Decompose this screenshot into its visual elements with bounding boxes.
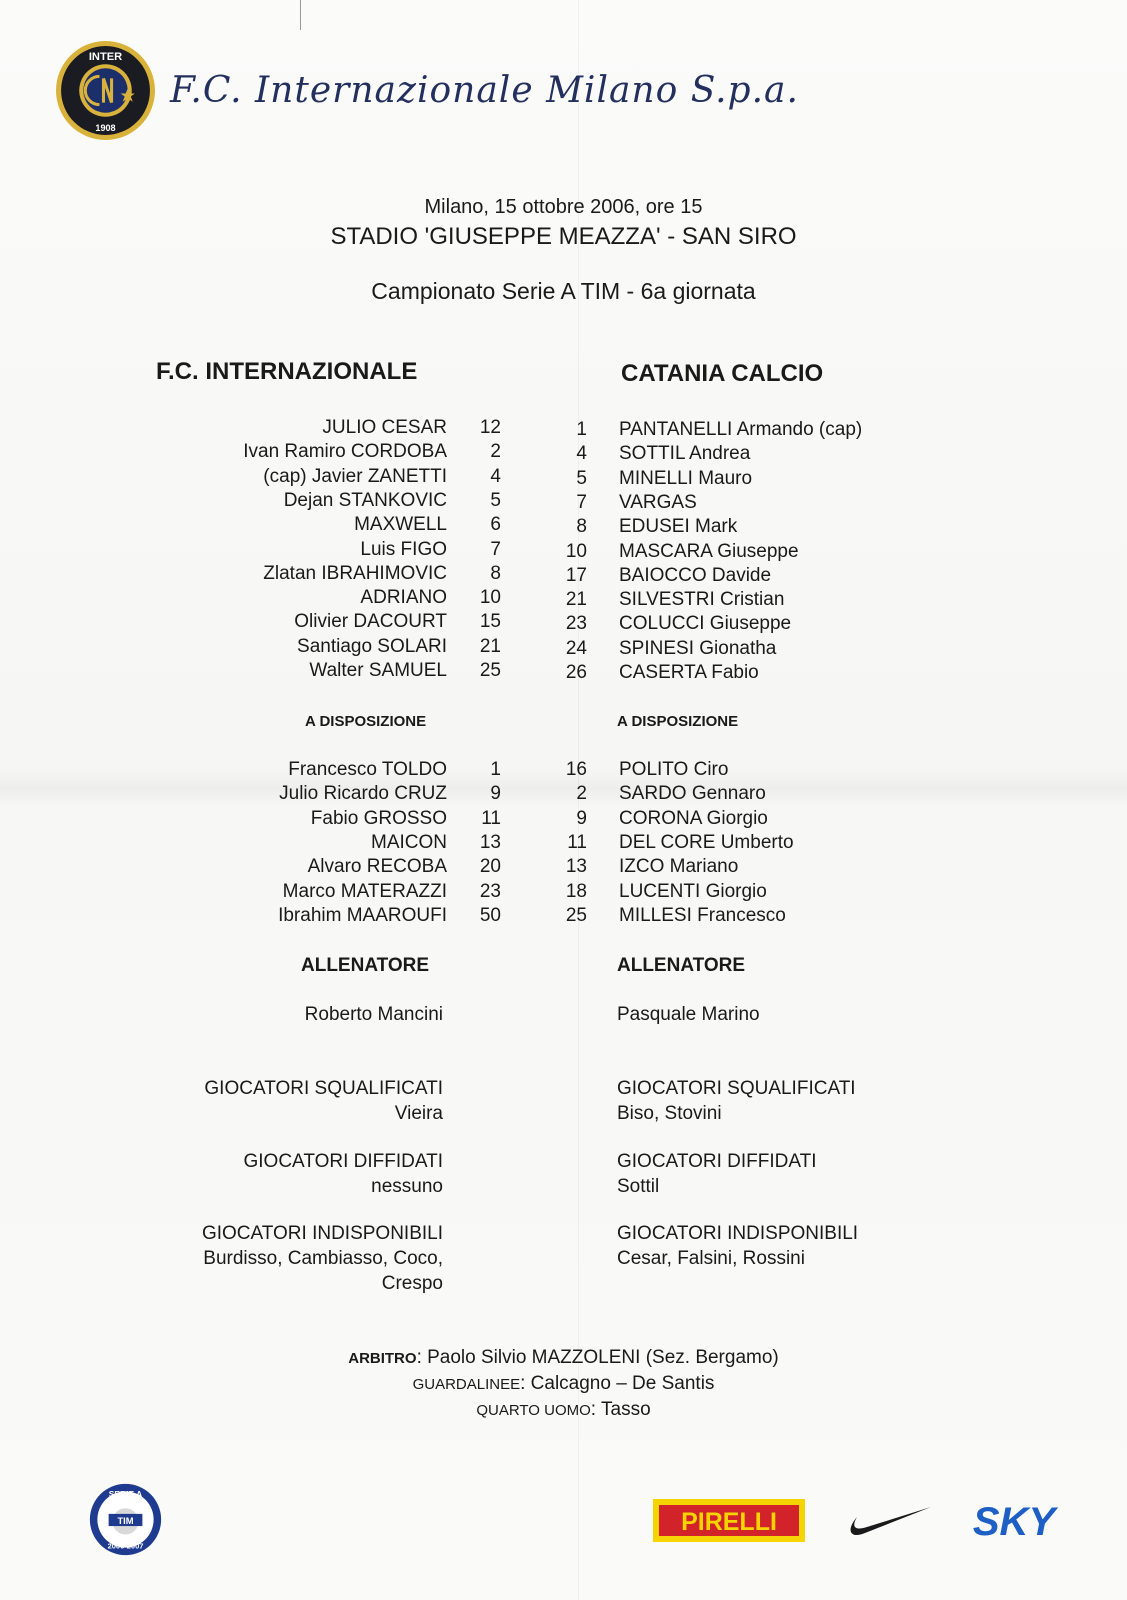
nike-swoosh-icon	[843, 1503, 933, 1539]
player-name: Julio Ricardo CRUZ	[279, 783, 447, 805]
shirt-number: 10	[479, 587, 501, 609]
serie-a-tim-logo	[88, 1482, 163, 1557]
shirt-number: 16	[565, 759, 587, 780]
serie-a-tim-text: TIM	[117, 1516, 134, 1527]
shirt-number: 20	[479, 856, 501, 878]
away-suspended-label: GIOCATORI SQUALIFICATI	[617, 1078, 856, 1099]
away-suspended: Biso, Stovini	[617, 1103, 722, 1124]
player-name: POLITO Ciro	[619, 759, 729, 780]
serie-a-text: SERIE A	[108, 1489, 143, 1499]
shirt-number: 13	[479, 831, 501, 853]
shirt-number: 2	[490, 441, 501, 463]
player-name: Santiago SOLARI	[297, 635, 447, 657]
player-name: EDUSEI Mark	[619, 516, 738, 538]
fourth-official-label: QUARTO UOMO	[476, 1402, 591, 1419]
away-warned: Sottil	[617, 1176, 660, 1197]
player-name: BAIOCCO Davide	[619, 564, 772, 586]
player-name: Alvaro RECOBA	[307, 856, 447, 878]
shirt-number: 1	[490, 759, 501, 780]
referee-line: ARBITRO: Paolo Silvio MAZZOLENI (Sez. Bergamo)	[348, 1347, 779, 1368]
shirt-number: 5	[490, 489, 501, 511]
sky-logo	[963, 1498, 1065, 1542]
shirt-number: 23	[479, 880, 501, 902]
shirt-number: 2	[576, 783, 587, 805]
player-name: MAICON	[371, 831, 447, 853]
player-name: MASCARA Giuseppe	[619, 540, 799, 562]
shirt-number: 4	[576, 443, 587, 465]
shirt-number: 11	[567, 831, 587, 853]
away-coach-name: Pasquale Marino	[617, 1004, 760, 1025]
shirt-number: 25	[565, 904, 587, 926]
shirt-number: 24	[565, 637, 587, 659]
shirt-number: 8	[490, 562, 501, 584]
shirt-number: 23	[565, 613, 587, 635]
shirt-number: 11	[481, 807, 501, 829]
player-name: VARGAS	[619, 491, 697, 513]
shirt-number: 6	[490, 514, 501, 536]
sky-text: SKY	[972, 1500, 1056, 1542]
player-name: SPINESI Gionatha	[619, 637, 777, 659]
player-name: MILLESI Francesco	[619, 904, 786, 926]
serie-a-season-text: 2006-2007	[107, 1541, 144, 1551]
header-mark	[300, 0, 301, 30]
home-unavailable-line2: Crespo	[381, 1273, 443, 1294]
fourth-official-name: Tasso	[601, 1399, 651, 1420]
player-name: SILVESTRI Cristian	[619, 589, 785, 611]
player-name: (cap) Javier ZANETTI	[263, 465, 447, 487]
player-name: Luis FIGO	[360, 538, 447, 560]
player-name: CORONA Giorgio	[619, 807, 768, 829]
inter-crest-year: 1908	[95, 122, 116, 133]
home-suspended-label: GIOCATORI SQUALIFICATI	[204, 1078, 443, 1099]
home-suspended: Vieira	[394, 1103, 443, 1124]
pirelli-text: PIRELLI	[681, 1508, 777, 1536]
away-unavailable-label: GIOCATORI INDISPONIBILI	[617, 1223, 859, 1244]
shirt-number: 15	[479, 611, 501, 633]
shirt-number: 7	[576, 491, 587, 513]
away-unavailable-line1: Cesar, Falsini, Rossini	[617, 1248, 805, 1269]
inter-crest-logo	[55, 40, 156, 141]
shirt-number: 10	[565, 540, 587, 562]
home-bench-label: A DISPOSIZIONE	[305, 713, 427, 730]
player-name: Ivan Ramiro CORDOBA	[243, 441, 447, 463]
away-coach-label: ALLENATORE	[617, 955, 746, 976]
player-name: Zlatan IBRAHIMOVIC	[263, 562, 447, 584]
shirt-number: 21	[565, 589, 587, 611]
player-name: ADRIANO	[360, 587, 447, 609]
player-name: LUCENTI Giorgio	[619, 880, 767, 902]
player-name: CASERTA Fabio	[619, 662, 759, 683]
home-warned-label: GIOCATORI DIFFIDATI	[243, 1151, 443, 1172]
stadium-name: STADIO 'GIUSEPPE MEAZZA' - SAN SIRO	[330, 223, 797, 250]
player-name: COLUCCI Giuseppe	[619, 613, 792, 635]
shirt-number: 26	[565, 662, 587, 683]
player-name: JULIO CESAR	[322, 417, 447, 438]
away-warned-label: GIOCATORI DIFFIDATI	[617, 1151, 817, 1172]
player-name: SOTTIL Andrea	[619, 443, 751, 465]
player-name: MINELLI Mauro	[619, 467, 753, 489]
referee-label: ARBITRO	[348, 1350, 417, 1367]
shirt-number: 17	[565, 564, 587, 586]
player-name: Fabio GROSSO	[310, 807, 447, 829]
competition-title: Campionato Serie A TIM - 6a giornata	[371, 278, 756, 304]
player-name: IZCO Mariano	[619, 856, 739, 878]
shirt-number: 7	[490, 538, 501, 560]
player-name: Francesco TOLDO	[288, 759, 447, 780]
shirt-number: 1	[576, 419, 587, 440]
player-name: MAXWELL	[354, 514, 447, 536]
shirt-number: 9	[490, 783, 501, 805]
player-name: DEL CORE Umberto	[619, 831, 794, 853]
shirt-number: 25	[479, 660, 501, 681]
home-unavailable-line1: Burdisso, Cambiasso, Coco,	[203, 1248, 443, 1269]
player-name: Dejan STANKOVIC	[283, 489, 447, 511]
shirt-number: 50	[479, 904, 501, 926]
inter-crest-text: INTER	[88, 51, 123, 64]
player-name: Olivier DACOURT	[294, 611, 447, 633]
shirt-number: 21	[479, 635, 501, 657]
shirt-number: 9	[576, 807, 587, 829]
away-team-title: CATANIA CALCIO	[621, 360, 824, 387]
player-name: Walter SAMUEL	[309, 660, 447, 681]
player-name: SARDO Gennaro	[619, 783, 766, 805]
away-bench-label: A DISPOSIZIONE	[617, 713, 739, 730]
shirt-number: 12	[479, 417, 501, 438]
player-name: PANTANELLI Armando (cap)	[619, 419, 863, 440]
shirt-number: 13	[565, 856, 587, 878]
club-name-header: F.C. Internazionale Milano S.p.a.	[170, 70, 799, 111]
linesmen-line: GUARDALINEE: Calcagno – De Santis	[412, 1373, 715, 1394]
player-name: Marco MATERAZZI	[282, 880, 447, 902]
pirelli-logo	[653, 1499, 805, 1542]
home-unavailable-label: GIOCATORI INDISPONIBILI	[201, 1223, 443, 1244]
home-coach-label: ALLENATORE	[301, 955, 430, 976]
match-date: Milano, 15 ottobre 2006, ore 15	[424, 196, 703, 218]
shirt-number: 18	[565, 880, 587, 902]
referee-name: Paolo Silvio MAZZOLENI (Sez. Bergamo)	[427, 1347, 779, 1368]
shirt-number: 8	[576, 516, 587, 538]
fourth-official-line: QUARTO UOMO: Tasso	[476, 1399, 651, 1420]
linesmen-label: GUARDALINEE	[412, 1376, 521, 1393]
shirt-number: 4	[490, 465, 501, 487]
shirt-number: 5	[576, 467, 587, 489]
player-name: Ibrahim MAAROUFI	[278, 904, 447, 926]
home-team-title: F.C. INTERNAZIONALE	[156, 358, 418, 385]
linesmen-names: Calcagno – De Santis	[530, 1373, 715, 1394]
home-coach-name: Roberto Mancini	[304, 1004, 443, 1025]
home-warned: nessuno	[371, 1176, 443, 1197]
